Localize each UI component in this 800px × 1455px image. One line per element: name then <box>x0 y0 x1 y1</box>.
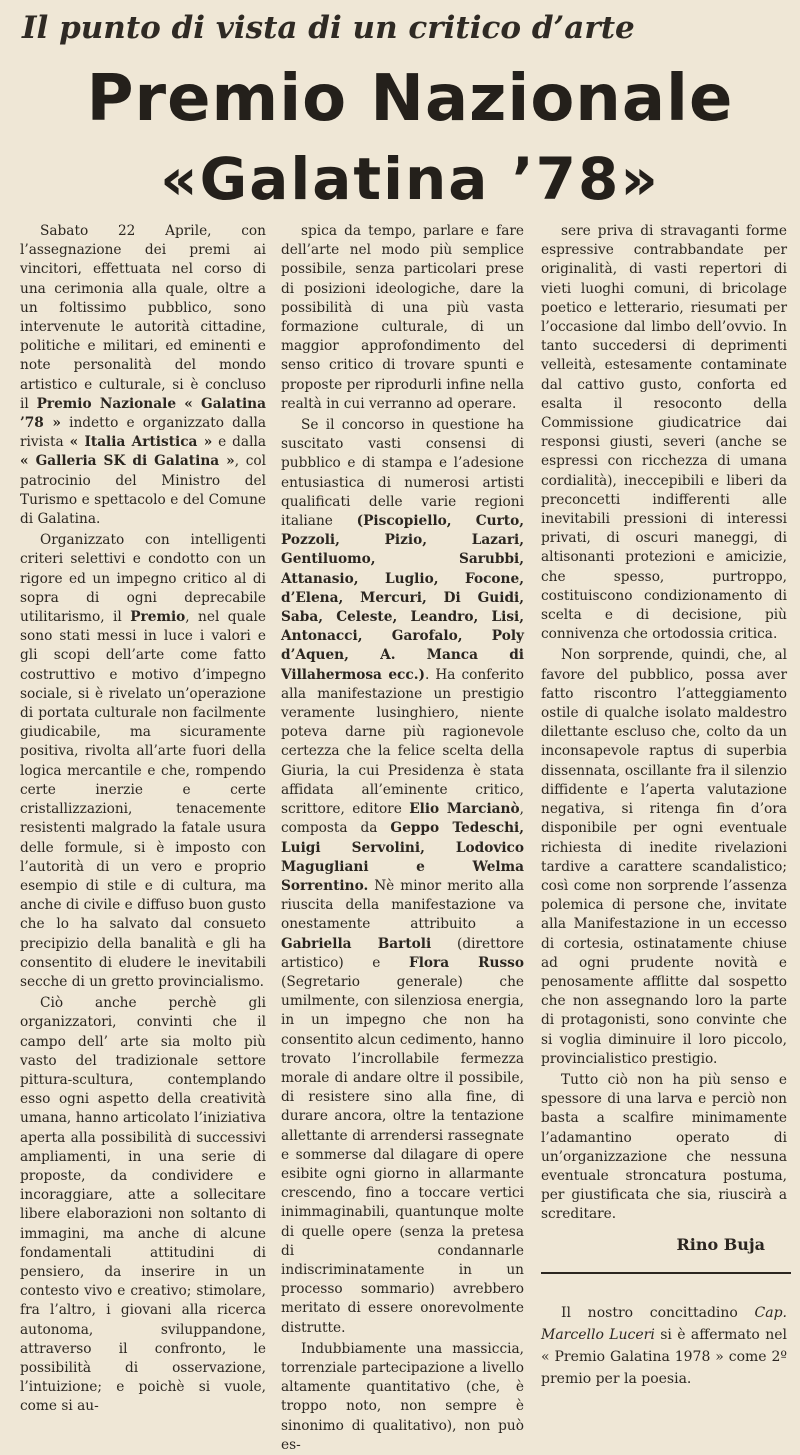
paragraph: Se il concorso in questione ha suscitato vasti consensi di pubblico e di stampa e l’adesione entusiastica di numerosi artisti qualificati delle varie regioni italiane (Piscopiello, Curto, Pozzoli, Pizio, Lazari, Gentiluomo, Sarubbi, Attanasio, Luglio, Focone, d’Elena, Mercuri, Di Guidi, Saba, Celeste, Leandro, Lisi, Antonacci, Garofalo, Poly d’Aquen, A. Manca di Villahermosa ecc.). Ha conferito alla manifestazione un prestigio veramente lusinghiero, niente poteva darne più ragionevole certezza che la felice scelta della Giuria, la cui Presidenza è stata affidata all’eminente critico, scrittore, editore Elio Marcianò, composta da Geppo Tedeschi, Luigi Servolini, Lodovico Magugliani e Welma Sorrentino. Nè minor merito alla riuscita della manifestazione va onestamente attribuito a Gabriella Bartoli (direttore artistico) e Flora Russo (Segretario generale) che umilmente, con silenziosa energia, in un impegno che non ha consentito alcun cedimento, hanno trovato l’incrollabile fermezza morale di andare oltre il possibile, di resistere sino alla fine, di durare ancora, oltre la tentazione allettante di arrendersi rassegnate e sommerse dal dilagare di opere esibite ogni giorno in allarmante crescendo, fino a toccare vertici inimmaginabili, quantunque molte di quelle opere (senza la pretesa di condannarle indiscriminatamente in un processo sommario) avrebbero meritato di essere onorevolmente distrutte. <box>281 417 525 1336</box>
paragraph: Indubbiamente una massiccia, torrenziale partecipazione a livello altamente quantitativo (che, è troppo noto, non sempre è sinonimo di qualitativo), non può es- <box>281 1340 524 1453</box>
column-3 <box>541 222 787 1390</box>
news-brief <box>541 1302 787 1390</box>
headline-line-1: Premio Nazionale <box>86 62 734 136</box>
paragraph: Organizzato con intelligenti criteri selettivi e condotto con un rigore ed un impegno critico al di sopra di ogni deprecabile utilitarismo, il Premio, nel quale sono stati messi in luce i valori e gli scopi dell’arte come fatto costruttivo e motivo d’impegno sociale, si è rivelato un’operazione di portata culturale non facilmente giudicabile, ma sicuramente positiva, rivolta all’arte fuori della logica mercantile e che, rompendo certe inerzie e certe cristallizzazioni, tenacemente resistenti malgrado la fatale usura delle formule, si è imposto con l’autorità di un vero e proprio esempio di stile e di cultura, ma anche di civile e diffuso buon gusto che lo ha salvato dal consueto precipizio della banalità e gli ha consentito di eludere le inevitabili secche di un gretto provincialismo. <box>20 532 266 990</box>
paragraph: Ciò anche perchè gli organizzatori, convinti che il campo dell’ arte sia molto più vasto del tradizionale settore pittura-scultura, contemplando esso ogni aspetto della creatività umana, hanno articolato l’iniziativa aperta alla possibilità di successivi ampliamenti, in una serie di proposte, da condividere e incoraggiare, atte a sollecitare libere elaborazioni non soltanto di immagini, ma anche di alcune fondamentali attitudini di pensiero, da inserire in un contesto vivo e creativo; stimolare, fra l’altro, i giovani alla ricerca autonoma, sviluppandone, attraverso il confronto, le possibilità di osservazione, l’intuizione; e poichè si vuole, come si au- <box>20 995 266 1415</box>
column-1 <box>20 222 266 1417</box>
paragraph: Sabato 22 Aprile, con l’assegnazione dei premi ai vincitori, effettuata nel corso di una cerimonia alla quale, oltre a un foltissimo pubblico, sono intervenute le autorità cittadine, politiche e militari, ed eminenti e note personalità del mondo artistico e culturale, si è concluso il Premio Nazionale « Galatina ’78 » indetto e organizzato dalla rivista « Italia Artistica » e dalla « Galleria SK di Galatina », col patrocinio del Ministro del Turismo e spettacolo e del Comune di Galatina. <box>20 223 267 528</box>
paragraph: Non sorprende, quindi, che, al favore del pubblico, possa aver fatto riscontro l’atteggiamento ostile di qualche isolato maldestro dilettante escluso che, colto da un inconsapevole raptus di superbia dissennata, oscillante fra il silenzio diffidente e l’aperta valutazione negativa, si ritenga fin d’ora disponibile per ogni eventuale richiesta di inedite rivelazioni tardive a carattere scandalistico; così come non sorprende l’assenza polemica di persone che, invitate alla Manifestazione in un eccesso di cortesia, ostinatamente chiuse ad ogni prudente novità e penosamente afflitte dal sospetto che non assegnando loro la parte di protagonisti, sono convinte che si voglia diminuire il loro piccolo, provincialistico prestigio. <box>541 647 787 1067</box>
paragraph: spica da tempo, parlare e fare dell’arte nel modo più semplice possibile, senza particolari prese di posizioni ideologiche, dare la possibilità di una più vasta formazione culturale, di un maggior approfondimento del senso critico di trovare spunti e proposte per riprodurli infine nella realtà in cui verranno ad operare. <box>281 223 524 412</box>
kicker: Il punto di vista di un critico d’arte <box>22 10 635 46</box>
column-2 <box>281 222 524 1455</box>
divider-rule <box>541 1272 791 1274</box>
paragraph: Il nostro concittadino Cap. Marcello Luceri si è affermato nel « Premio Galatina 1978 » come 2º premio per la poesia. <box>541 1304 787 1387</box>
headline-line-2: «Galatina ’78» <box>160 145 660 213</box>
paragraph: Tutto ciò non ha più senso e spessore di una larva e perciò non basta a scalfire minimamente l’adamantino operato di un’organizzazione che nessuna eventuale stroncatura postuma, per giustificata che sia, riuscirà a screditare. <box>541 1071 787 1223</box>
author-signature: Rino Buja <box>676 1234 765 1254</box>
paragraph: sere priva di stravaganti forme espressive contrabbandate per originalità, di vasti repertori di vieti luoghi comuni, di bricolage poetico e letterario, riesumati per l’occasione dal limbo dell’ovvio. In tanto succedersi di deprimenti velleità, estesamente contaminate dal cattivo gusto, conforta ed esalta il resoconto della Commissione giudicatrice dai responsi giusti, severi (anche se espressi con ricchezza di umana cordialità), ineccepibili e liberi da preconcetti indifferenti alle inevitabili pressioni di interessi privati, di oscuri maneggi, di altisonanti protezioni e amicizie, che spesso, purtroppo, costituiscono condizionamento di scelta e di decisione, più connivenza che ortodossia critica. <box>541 223 787 643</box>
